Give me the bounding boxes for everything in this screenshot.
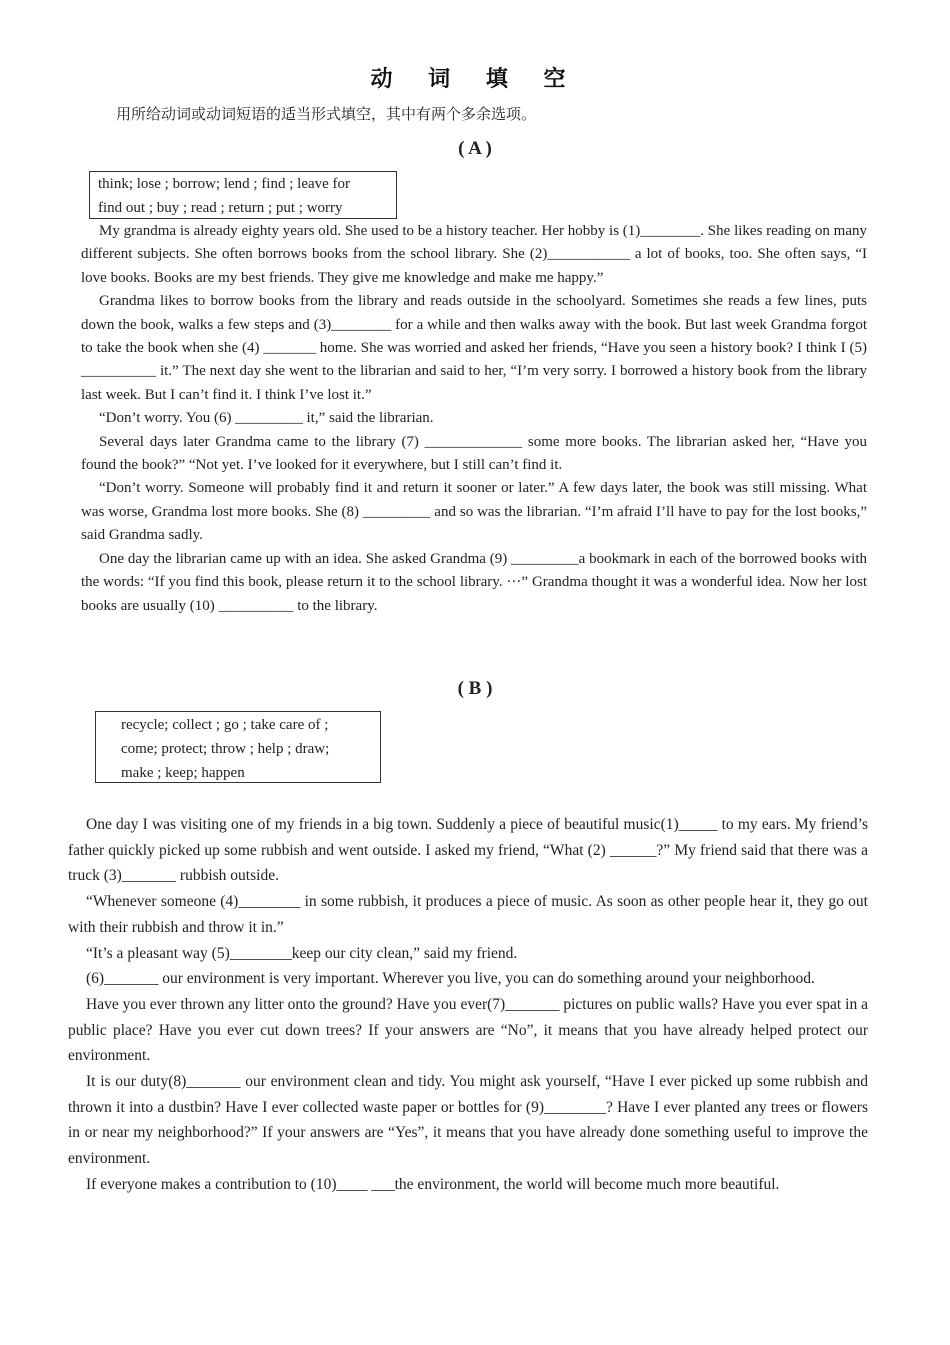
section-b-label: ( B )	[457, 678, 493, 699]
paragraph: One day I was visiting one of my friends in a big town. Suddenly a piece of beautiful music(1)_____ to my ears. My friend’s father quickly picked up some rubbish and went outside. I asked my friend, “What (2) ______?” My friend said that there was a truck (3)_______ rubbish outside.	[68, 816, 868, 885]
paragraph: My grandma is already eighty years old. She used to be a history teacher. Her hobby is (1)________. She likes reading on many different subjects. She often borrows books from the school library. She (2)___________ a lot of books, too. She often says, “I love books. Books are my best friends. They give me knowledge and make me happy.”	[81, 223, 867, 286]
page-title: 动 词 填 空	[370, 67, 580, 92]
word-box-line: come; protect; throw ; help ; draw;	[121, 741, 330, 757]
paragraph: “Don’t worry. Someone will probably find it and return it sooner or later.” A few days later, the book was still missing. What was worse, Grandma lost more books. She (8) _________ and so was the librarian. “I’m afraid I’ll have to pay for the lost books,” said Grandma sadly.	[81, 480, 867, 544]
paragraph: Grandma likes to borrow books from the library and reads outside in the schoolyard. Sometimes she reads a few lines, puts down the book, walks a few steps and (3)________ for a while and then walks away with the book. But last week Grandma forgot to take the book when she (4) _______ home. She was worried and asked her friends, “Have you seen a history book? I think I (5) __________ it.” The next day she went to the librarian and said to her, “I’m very sorry. I borrowed a history book from the library last week. But I can’t find it. I think I’ve lost it.”	[81, 293, 867, 403]
word-box-a	[89, 171, 397, 219]
paragraph: One day the librarian came up with an idea. She asked Grandma (9) _________a bookmark in each of the borrowed books with the words: “If you find this book, please return it to the school library. ···” Grandma thought it was a wonderful idea. Now her lost books are usually (10) __________ to the library.	[81, 550, 867, 614]
word-box-line: recycle; collect ; go ; take care of ;	[121, 717, 329, 733]
word-box-line: think; lose ; borrow; lend ; find ; leave for	[98, 176, 351, 192]
paragraph: Have you ever thrown any litter onto the ground? Have you ever(7)_______ pictures on public walls? Have you ever spat in a public place? Have you ever cut down trees? If your answers are “No”, it means that you have already helped protect our environment.	[68, 995, 868, 1065]
instruction-text: 用所给动词或动词短语的适当形式填空，其中有两个多余选项。	[116, 105, 537, 123]
paragraph: “Don’t worry. You (6) _________ it,” said the librarian.	[99, 410, 434, 427]
passage-b	[68, 812, 868, 1198]
paragraph: If everyone makes a contribution to (10)____ ___the environment, the world will become much more beautiful.	[86, 1175, 780, 1193]
passage-a	[81, 220, 867, 618]
paragraph: It is our duty(8)_______ our environment clean and tidy. You might ask yourself, “Have I ever picked up some rubbish and thrown it into a dustbin? Have I ever collected waste paper or bottles for (9)________? Have I ever planted any trees or flowers in or near my neighborhood?” If your answers are “Yes”, it means that you have already done something useful to improve the environment.	[68, 1073, 868, 1168]
paragraph: (6)_______ our environment is very important. Wherever you live, you can do something around your neighborhood.	[86, 970, 815, 988]
paragraph: Several days later Grandma came to the library (7) _____________ some more books. The librarian asked her, “Have you found the book?” “Not yet. I’ve looked for it everywhere, but I still can’t find it.	[81, 433, 867, 474]
word-box-line: make ; keep; happen	[121, 765, 245, 781]
paragraph: “Whenever someone (4)________ in some rubbish, it produces a piece of music. As soon as other people hear it, they go out with their rubbish and throw it in.”	[68, 893, 868, 936]
word-box-b	[95, 711, 381, 783]
paragraph: “It’s a pleasant way (5)________keep our city clean,” said my friend.	[86, 944, 518, 962]
word-box-line: find out ; buy ; read ; return ; put ; worry	[98, 200, 343, 216]
section-a-label: ( A )	[458, 138, 492, 159]
